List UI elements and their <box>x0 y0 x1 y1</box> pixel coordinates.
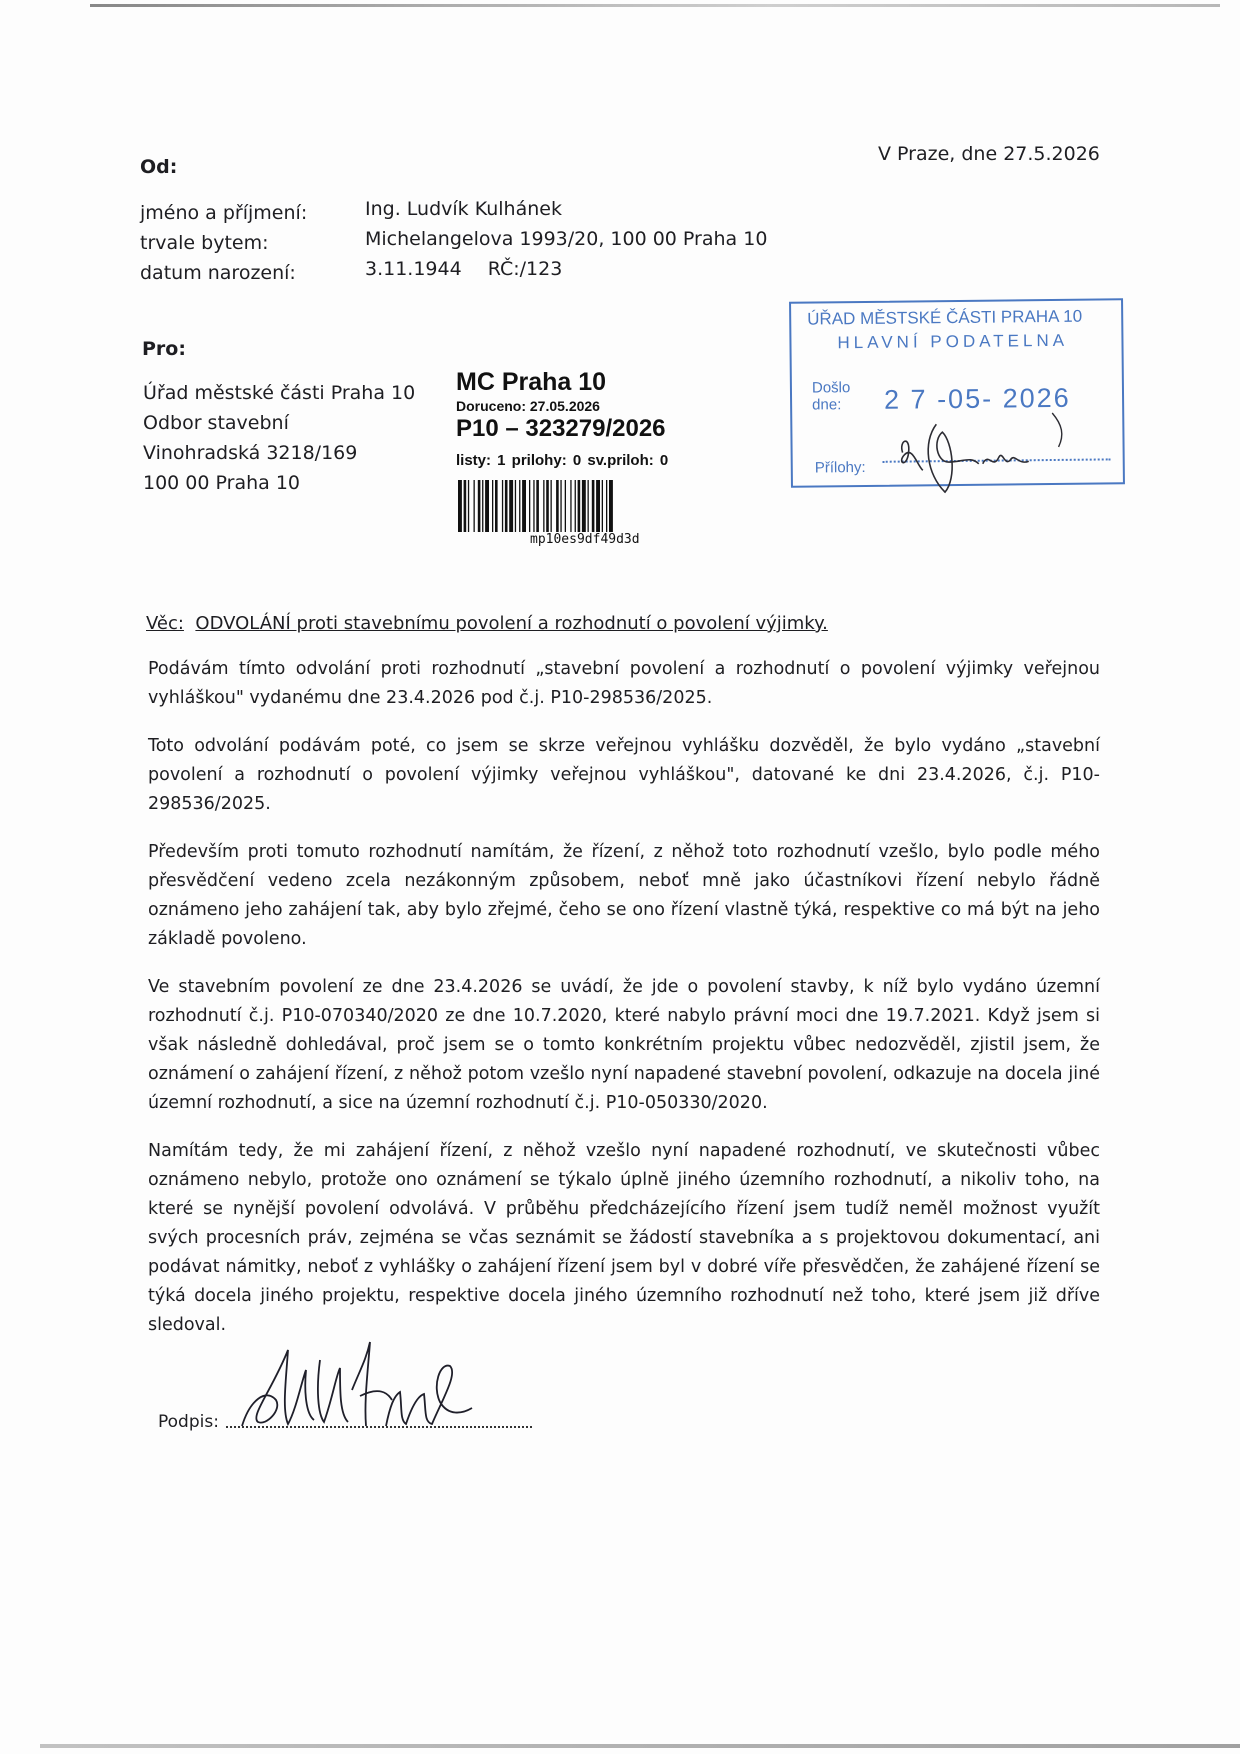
scan-edge-bottom <box>40 1744 1240 1748</box>
barcode-bar <box>582 480 586 532</box>
recipient-line: Úřad městské části Praha 10 <box>143 382 416 404</box>
barcode-bar <box>519 480 520 532</box>
stamp-received-date: 2 7 -05- 2026 <box>883 382 1071 415</box>
to-label: Pro: <box>142 338 186 360</box>
barcode-bar <box>522 480 526 532</box>
barcode-bar <box>546 480 549 532</box>
handwritten-signature <box>236 1330 476 1440</box>
subject-line <box>146 613 828 634</box>
recipient-address <box>143 378 415 498</box>
barcode-bar <box>575 480 576 532</box>
body-paragraph: Toto odvolání podávám poté, co jsem se skrze veřejnou vyhlášku dozvěděl, že bylo vydáno „stavební povolení a rozhodnutí o povolení výjimky veřejnou vyhláškou", datované ke dni 23.4.2026, č.j. P10-298536/2025. <box>148 736 1100 814</box>
barcode-bar <box>556 480 559 532</box>
place-date: V Praze, dne 27.5.2026 <box>878 143 1100 165</box>
barcode-bar <box>485 480 489 532</box>
barcode-bar <box>609 480 613 532</box>
barcode-bar <box>509 480 513 532</box>
barcode-bar <box>495 480 498 532</box>
signature-label: Podpis: <box>158 1412 219 1432</box>
barcode-bar <box>543 480 544 532</box>
barcode-bar <box>464 480 467 532</box>
subject-prefix: Věc: <box>146 613 184 634</box>
barcode-bar <box>560 480 561 532</box>
barcode-bar <box>606 480 607 532</box>
body-paragraph: Především proti tomuto rozhodnutí namítám, že řízení, z něhož toto rozhodnutí vzešlo, bylo podle mého přesvědčení vedeno zcela nezákonným způsobem, neboť mně jako účastníkovi řízení nebylo řádně oznámeno jeho zahájení tak, aby bylo zřejmé, čeho se ono řízení vlastně týká, respektive co má být na jeho základě povoleno. <box>148 842 1100 949</box>
barcode-bar <box>533 480 534 532</box>
barcode-bar <box>551 480 552 532</box>
recipient-line: Odbor stavební <box>143 412 289 434</box>
sender-birth-line <box>365 254 767 284</box>
recipient-line: 100 00 Praha 10 <box>143 472 301 494</box>
stamp-received-label: Došlo dne: <box>811 379 851 414</box>
barcode-bar <box>505 480 508 532</box>
barcode-bar <box>458 480 462 532</box>
birth-date-label: datum narození: <box>140 262 296 284</box>
barcode-bar <box>596 480 600 532</box>
stamp-signature <box>892 411 1093 503</box>
sender-labels <box>140 198 307 288</box>
sender-rc: RČ:/123 <box>487 258 563 280</box>
barcode-bar <box>478 480 481 532</box>
stamp-office: ÚŘAD MĚSTSKÉ ČÁSTI PRAHA 10 <box>807 306 1083 329</box>
body-paragraph: Ve stavebním povolení ze dne 23.4.2026 se uvádí, že jde o povolení stavby, k níž bylo vydáno územní rozhodnutí č.j. P10-070340/2020 ze dne 10.7.2020, které nabylo právní moci dne 19.7.2021. Když jsem si však následně dohledával, proč jsem se o tomto konkrétním projektu vůbec nedozvěděl, zjistil jsem, že oznámení o zahájení řízení, z něhož potom vzešlo nyní napadené stavební povolení, odkazuje na docela jiné územní rozhodnutí, a sice na územní rozhodnutí č.j. P10-050330/2020. <box>148 977 1100 1113</box>
sender-values <box>365 194 767 284</box>
registration-sticker <box>456 368 742 548</box>
residence-label: trvale bytem: <box>140 232 269 254</box>
letter-body <box>148 655 1100 1359</box>
barcode-bar <box>492 480 493 532</box>
barcode-text: mp10es9df49d3d <box>530 532 640 547</box>
barcode <box>456 480 736 532</box>
barcode-bar <box>588 480 589 532</box>
sticker-counts: listy: 1 prilohy: 0 sv.priloh: 0 <box>456 452 669 469</box>
barcode-bar <box>592 480 595 532</box>
barcode-bar <box>502 480 503 532</box>
sticker-office: MC Praha 10 <box>456 368 607 396</box>
sender-address: Michelangelova 1993/20, 100 00 Praha 10 <box>365 228 768 250</box>
barcode-bar <box>482 480 483 532</box>
sticker-delivered: Doruceno: 27.05.2026 <box>456 398 600 414</box>
scan-edge-top <box>90 4 1220 7</box>
barcode-bar <box>570 480 571 532</box>
receipt-stamp <box>789 298 1125 487</box>
sender-birth-date: 3.11.1944 <box>365 258 462 280</box>
stamp-attachments-label: Přílohy: <box>814 458 866 477</box>
barcode-bar <box>474 480 475 532</box>
barcode-bar <box>602 480 603 532</box>
stamp-department: HLAVNÍ PODATELNA <box>837 330 1069 353</box>
barcode-bar <box>515 480 516 532</box>
from-label: Od: <box>140 156 178 178</box>
subject-text: ODVOLÁNÍ proti stavebnímu povolení a rozhodnutí o povolení výjimky. <box>195 613 828 634</box>
barcode-bar <box>468 480 469 532</box>
barcode-bar <box>565 480 566 532</box>
sticker-reference: P10 – 323279/2026 <box>456 415 666 442</box>
barcode-bar <box>529 480 530 532</box>
recipient-line: Vinohradská 3218/169 <box>143 442 358 464</box>
sender-name: Ing. Ludvík Kulhánek <box>365 198 562 220</box>
body-paragraph: Podávám tímto odvolání proti rozhodnutí „stavební povolení a rozhodnutí o povolení výjimky veřejnou vyhláškou" vydanému dne 23.4.2026 pod č.j. P10-298536/2025. <box>148 659 1100 708</box>
barcode-bar <box>578 480 581 532</box>
name-label: jméno a příjmení: <box>140 202 308 224</box>
barcode-bar <box>536 480 539 532</box>
body-paragraph: Namítám tedy, že mi zahájení řízení, z něhož vzešlo nyní napadené rozhodnutí, ve skutečnosti vůbec oznámeno nebylo, protože ono oznámení se týkalo úplně jiného územního rozhodnutí, a nikoliv toho, na které se nynější povolení odvolává. V průběhu předcházejícího řízení jsem tudíž neměl možnost využít svých procesních práv, zejména se včas seznámit se žádostí stavebníka a s projektovou dokumentací, ani podávat námitky, neboť z vyhlášky o zahájení řízení jsem byl v dobré víře přesvědčen, že zahájené řízení se týká docela jiného projektu, respektive docela jiného územního rozhodnutí než toho, které jsem již dříve sledoval. <box>148 1141 1100 1335</box>
